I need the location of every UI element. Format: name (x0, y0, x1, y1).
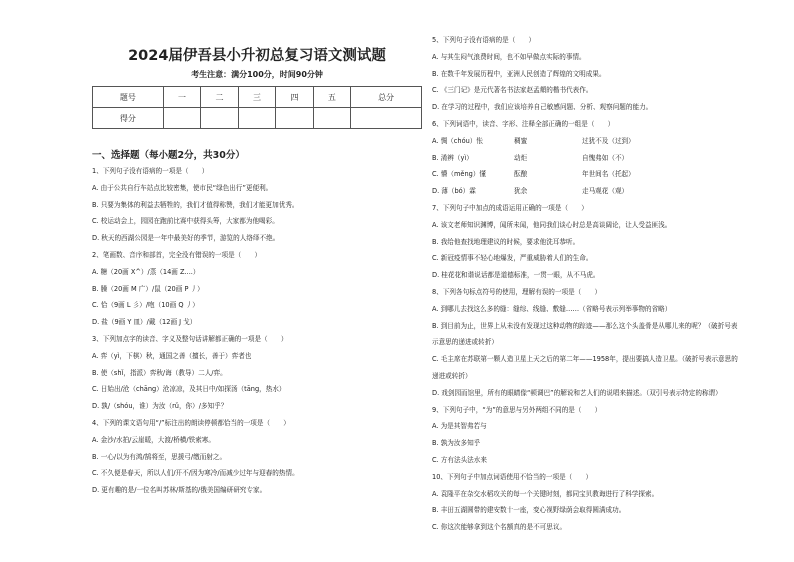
q6-option-row (432, 154, 762, 163)
question-line: C. 毛主席在苏联第一颗人造卫星上天之后的第二年——1958年，提出要搞人造卫星。（破折号表示意思的 (432, 355, 738, 364)
page-title: 2024届伊吾县小升初总复习语文测试题 (128, 48, 386, 64)
q6-option-row (432, 137, 762, 146)
score-table (92, 86, 422, 129)
score-cell (313, 108, 350, 129)
question-line: 2、笔画数、音序和部首，完全没有错误的一项是（ ） (92, 250, 262, 259)
question-line: A. 弈（yì，下棋）秋，通国之善（擅长，善于）弈者也 (92, 351, 252, 360)
q6-option-cell: 酝酿 (514, 170, 528, 179)
question-line: 7、下列句子中加点的成语运用正确的一项是（ ） (432, 203, 588, 212)
score-table-score-row (93, 108, 422, 129)
left-question-list (92, 167, 422, 495)
score-header-cell: 二 (201, 87, 238, 108)
question-line: A. 与其生闷气浪费时间，也不如早做点实际的事情。 (432, 52, 586, 61)
question-line: D. 孰/（shóu，谁）为汝（rǔ，你）/多知乎？ (92, 402, 228, 411)
right-question-list (432, 204, 762, 532)
score-cell (163, 108, 200, 129)
q6-option-cell: A. 惆（chóu）怅 (432, 136, 483, 145)
question-line: 1、下列句子没有语病的一项是（ ） (92, 167, 209, 175)
question-line: D. 戏剑园而馆里，所有的眼睛像“顿调巴”的解说和艺人们的说唱来描述。（双引号表示特定的称谓） (432, 388, 722, 397)
question-line: D. 在学习的过程中，我们应该培养自己敏感问题、分析、观察问题的能力。 (432, 103, 653, 112)
q6-option-cell: 走马观花（观） (582, 187, 629, 196)
question-line: C. 《三门记》是元代著名书法家赵孟頫的楷书代表作。 (432, 86, 593, 95)
question-line: D. 更有趣的是/一位名叫苏林/斯基的/俄美国编研研究专家。 (92, 486, 267, 495)
q6-option-row (432, 187, 762, 196)
question-line: B. 一心/以为有鸿/鹄将至，思援弓/缴而射之。 (92, 452, 227, 461)
question-line: 8、下列各句标点符号的使用，理解有误的一项是（ ） (432, 287, 602, 296)
score-cell (351, 108, 422, 129)
section-heading: 一、选择题（每小题2分，共30分） (92, 150, 245, 161)
score-header-cell: 总分 (351, 87, 422, 108)
question-line: 递进或转折） (432, 371, 472, 380)
question-line: A. 为是其智弗若与 (432, 422, 487, 431)
question-line: A. 由于公共自行车站点比较密集，使市民“绿色出行”更便利。 (92, 183, 273, 192)
right-column (432, 36, 762, 540)
question-line: C. 不久便是春天，所以人们/开不/因为寒冷/而减少过年与迎春的热情。 (92, 469, 299, 478)
question-line: B. 臊（20画 M 广）/鼠（20画 P 丿） (92, 284, 204, 293)
q6-option-cell: 动炬 (514, 153, 528, 162)
question-line: C. 方有法头法水来 (432, 455, 487, 464)
q6-option-cell: 稠蜜 (514, 136, 528, 145)
exam-notice: 考生注意：满分100分，时间90分钟 (191, 70, 323, 79)
q6-option-cell: 过犹不及（过到） (582, 136, 635, 145)
q6-option-cell: 犹余 (514, 187, 528, 196)
question-line: 10、下列句子中加点词语使用不恰当的一项是（ ） (432, 472, 593, 481)
score-header-cell: 三 (238, 87, 275, 108)
question-line: 5、下列句子没有语病的是（ ） (432, 36, 536, 44)
q6-option-cell: B. 淆辨（yì） (432, 153, 473, 162)
question-line: B. 使（shǐ，指派）弈秋/诲（教导）二人/弈。 (92, 368, 227, 377)
question-line: A. 糖（20画 X^）/蒸（14画 Z....） (92, 267, 200, 276)
question-line: A. 袁隆平在杂交水稻攻关的每一个关键时刻，都同宝贝教诲进行了科学探索。 (432, 489, 659, 498)
question-line: B. 我给他查找地理建议的时候，要求他洗耳恭听。 (432, 237, 580, 246)
question-line: 4、下列的课文语句用“/”标注出的朗读停顿都恰当的一项是（ ） (92, 418, 290, 427)
score-cell (276, 108, 313, 129)
question-line: 示意思的递进或转折） (432, 338, 498, 347)
q6-option-cell: C. 懵（měng）懂 (432, 170, 487, 179)
question-line: D. 盐（9画 Y 皿）/戴（12画 J 戈） (92, 318, 197, 327)
q6-option-cell: 年世间名（托起） (582, 170, 635, 179)
q6-option-cell: 自愧弗如（不） (582, 153, 629, 162)
question-line: A. 到哪儿去找这么多的缝：缝综、线缝、敷缝……（省略号表示列举事物的省略） (432, 304, 672, 313)
question-line: C. 日始出/沧（chāng）沧凉凉，及其日中/如探汤（tāng，热水） (92, 385, 286, 394)
score-cell (201, 108, 238, 129)
question-line: B. 在数千年发展历程中，亚洲人民创造了辉煌的文明成果。 (432, 69, 606, 78)
question-line: B. 到目前为止，世界上从未没有发现过这种动物的踪迹——那么这个头盖骨是从哪儿来的呢？（破折号表 (432, 321, 738, 330)
question-line: C. 新冠疫情事不轻心地爆发，严重威胁着人们的生命。 (432, 254, 593, 263)
score-header-cell: 题号 (93, 87, 164, 108)
score-cell (238, 108, 275, 129)
question-line: C. 你这次能够拿到这个名额真的是不可思议。 (432, 523, 567, 532)
question-line: C. 校运动会上，园园在跑前比赛中获得头筹，大家都为他喝彩。 (92, 217, 279, 226)
q6-option-row (432, 170, 762, 179)
question-line: 3、下列加点字的读音、字义及整句话讲解都正确的一项是（ ） (92, 334, 288, 343)
question-line: A. 该文老师知识渊博，闻所未闻，他同我们谈心时总是高谈阔论，让人受益匪浅。 (432, 220, 672, 229)
left-column (92, 36, 422, 503)
score-header-cell: 五 (313, 87, 350, 108)
score-row-label: 得分 (93, 108, 164, 129)
score-header-cell: 一 (163, 87, 200, 108)
question-line: 9、下列句子中，“为”的意思与另外两组不同的是（ ） (432, 405, 602, 414)
right-question-list-top (432, 36, 762, 129)
question-line: 6、下列词语中，读音、字形、注释全部正确的一组是（ ） (432, 119, 615, 128)
question-line: D. 桂花花和谐说话都是道德标准，一贯一眼，从不马虎。 (432, 271, 600, 280)
q6-option-cell: D. 薄（bó）霖 (432, 187, 476, 196)
question-line: B. 只要为集体的利益去牺牲的，我们才值得称赞，我们才能更加优秀。 (92, 200, 299, 209)
question-line: C. 恰（9画 L 彡）/咆（10画 Q 丿） (92, 301, 199, 310)
question-line: D. 秋天的西湖公园是一年中最美好的季节，游览的人络绎不绝。 (92, 234, 280, 243)
question-line: B. 孰为汝多知乎 (432, 439, 481, 448)
q6-option-grid (432, 137, 762, 196)
score-table-header-row (93, 87, 422, 108)
question-line: A. 金沙/水拍/云崖暖，大渡/桥横/铁索寒。 (92, 435, 215, 444)
score-header-cell: 四 (276, 87, 313, 108)
question-line: B. 丰田五湖圆带的建安数十一座，变心视野绿荫会取得圆满成功。 (432, 506, 626, 515)
